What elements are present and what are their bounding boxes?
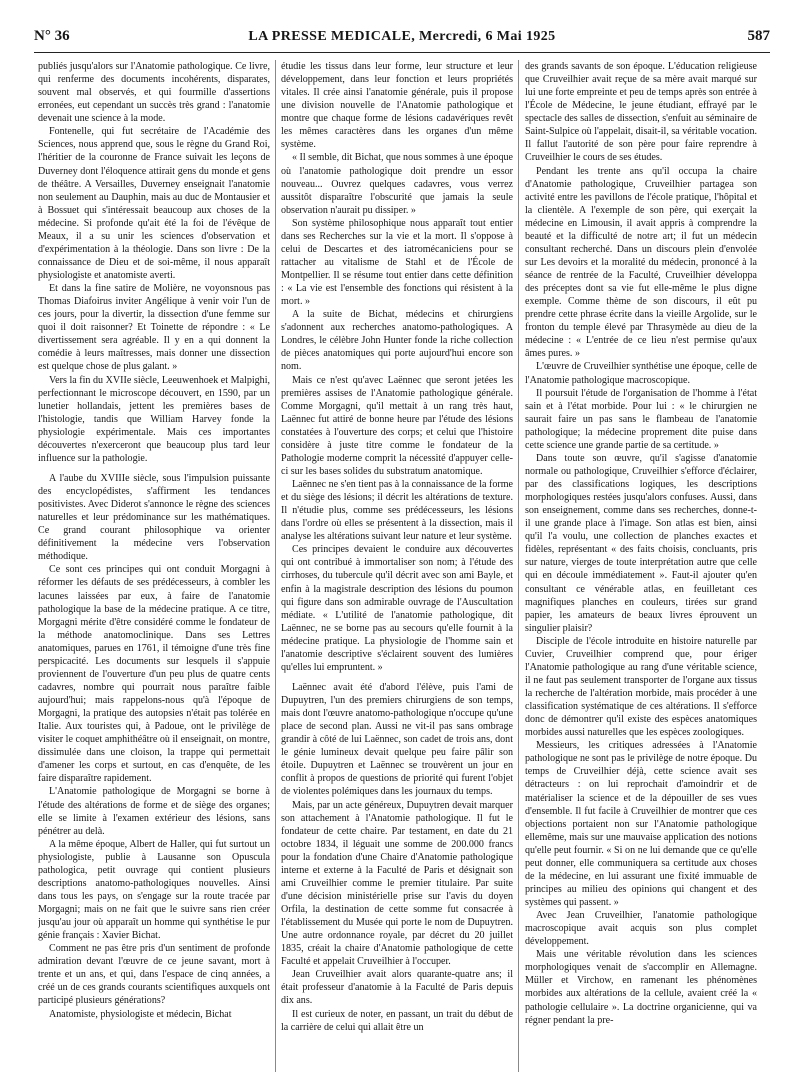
paragraph: étudie les tissus dans leur forme, leur structure et leur développement, dans leur fonction et leurs propriétés vitales. Il crée ainsi l'anatomie générale, puis il propose une division nouvelle de l'Anatomie pathologique et montre que chaque forme de lésions cadavériques revêt les mêmes caractères dans les organes d'un même système. bbox=[281, 61, 513, 151]
paragraph: Pendant les trente ans qu'il occupa la chaire d'Anatomie pathologique, Cruveilhier partagea son activité entre les pavillons de l'école pratique, l'hôpital et la clientèle. A l'exemple de son père, qui exerçait la médecine en Limousin, il avait appris à comprendre la beauté et la difficulté de notre art; il fut un médecin consultant recherché. Dans un discours plein d'envolée sur Les devoirs et la moralité du médecin, prononcé à la séance de rentrée de la Faculté, Cruveilhier développa des préceptes dont sa vie fut elle-même le plus digne exemple. Comme thème de son discours, il eût pu prendre cette phrase écrite dans la vieille Argolide, sur le fronton du temple élevé par Thrasymède au dieu de la médecine : « L'entrée de ce lieu n'est permise qu'aux âmes pures. » bbox=[525, 165, 757, 360]
paragraph: Et dans la fine satire de Molière, ne voyonsnous pas Thomas Diafoirus inviter Angélique à venir voir l'un de ces jours, pour la divertir, la dissection d'une femme sur quoi il doit raisonner? Et Toinette de répondre : « Le divertissement sera agréable. Il y en a qui donnent la comédie à leurs maîtresses, mais donner une dissection est quelque chose de plus galant. » bbox=[38, 283, 270, 373]
header-rule bbox=[34, 52, 770, 53]
paragraph: Laënnec ne s'en tient pas à la connaissance de la forme et du siège des lésions; il décrit les altérations de texture. Il n'étudie plus, comme ses prédécesseurs, les lésions dans l'ordre où elles se présentent à la dissection, mais il analyse les altérations suivant leur nature et leur système. bbox=[281, 479, 513, 543]
page-number: 587 bbox=[747, 28, 770, 44]
paragraph: Il poursuit l'étude de l'organisation de l'homme à l'état sain et à l'état morbide. Pour lui : « le chirurgien ne saurait faire un pas sans le flambeau de l'anatomie pathologique; la médecine proprement dite puise dans cette science une grande partie de sa certitude. » bbox=[525, 387, 757, 451]
paragraph: A l'aube du XVIIIe siècle, sous l'impulsion puissante des encyclopédistes, s'affirment les tendances positivistes. Avec Diderot s'annonce le règne des sciences naturelles et leur prédominance sur les mathématiques. Ce grand courant philosophique va orienter définitivement la médecine vers l'observation méthodique. bbox=[38, 472, 270, 563]
paragraph: Ce sont ces principes qui ont conduit Morgagni à réformer les défauts de ses prédécesseurs, à combler les lacunes laissées par eux, à faire de l'anatomie pathologique la base de la médecine pratique. A ce titre, Morgagni mérite d'être considéré comme le fondateur de la méthode anatomoclinique. Dans ses Lettres anatomiques, parues en 1761, il témoigne d'une très fine perspicacité. Les documents sur lesquels il s'appuie proviennent de l'ouverture d'un peu plus de quatre cents cadavres, nombre qui pourrait nous paraître faible aujourd'hui; mais rappelons-nous qu'à l'époque de Morgagni, la pratique des autopsies n'était pas tolérée en Italie. Aux touristes qui, à Padoue, ont le privilège de visiter le coquet amphithéâtre où il enseignait, on montre, dissimulée dans une cloison, la trappe qui permettait d'amener les corps et surtout, en cas d'enquête, de les faire disparaître rapidement. bbox=[38, 564, 270, 785]
paragraph: L'œuvre de Cruveilhier synthétise une époque, celle de l'Anatomie pathologique macroscopique. bbox=[525, 361, 757, 386]
issue-number: N° 36 bbox=[34, 28, 70, 44]
paragraph: Jean Cruveilhier avait alors quarante-quatre ans; il était professeur d'anatomie à la Faculté de Paris depuis dix ans. bbox=[281, 969, 513, 1007]
paragraph: Il est curieux de noter, en passant, un trait du début de la carrière de celui qui allait être un bbox=[281, 1008, 513, 1033]
text-column-1 bbox=[38, 60, 270, 1075]
column-divider bbox=[518, 60, 519, 1072]
paragraph: Fontenelle, qui fut secrétaire de l'Académie des Sciences, nous apprend que, sous le règne du Grand Roi, l'héritier de la couronne de France suivait les leçons de Duverney dont l'éloquence attirait gens du monde et gens de théâtre. A Versailles, Duverney enseignait l'anatomie non seulement au Dauphin, mais au duc de Montausier et à Bossuet qui s'intéressait beaucoup aux choses de la médecine. Si profonde qu'ait été la foi de l'évêque de Meaux, il a su unir les sciences d'observation et d'expérimentation à la théologie. Dans son livre : De la connaissance de Dieu et de soi-même, il nous apparaît physiologiste et anatomiste averti. bbox=[38, 126, 270, 281]
paragraph: Dans toute son œuvre, qu'il s'agisse d'anatomie normale ou pathologique, Cruveilhier s'efforce d'éclairer, par des classifications logiques, les descriptions morphologiques restées jusqu'alors confuses. Aussi, dans son enseignement, comme dans ses recherches, donne-t-il une grande place à l'image. Son atlas est bien, ainsi qu'il l'a voulu, une collection de planches exactes et fidèles, représentant « des faits choisis, concluants, pris sur nature, vierges de toute interprétation autre que celle qui en découle immédiatement ». Faut-il ajouter qu'en consultant ce vénérable atlas, en feuilletant ces magnifiques planches en couleurs, tirées sur grand papier, les amateurs de beaux livres éprouvent un singulier plaisir? bbox=[525, 452, 757, 634]
paragraph: Laënnec avait été d'abord l'élève, puis l'ami de Dupuytren, l'un des premiers chirurgiens de son temps, mais dont l'œuvre anatomo-pathologique n'occupe qu'une place de second plan. Aussi ne vit-il pas sans ombrage grandir à côté de lui Laënnec, son cadet de trois ans, dont le génie lumineux devait quelque peu faire pâlir son étoile. Dupuytren et Laënnec se trouvèrent un jour en conflit à propos de questions de priorité qui furent l'objet de violentes polémiques dans les journaux du temps. bbox=[281, 681, 513, 798]
paragraph: L'Anatomie pathologique de Morgagni se borne à l'étude des altérations de forme et de siège des organes; elle se limite à l'examen extérieur des lésions, sans pénétrer au delà. bbox=[38, 786, 270, 837]
paragraph: Avec Jean Cruveilhier, l'anatomie pathologique macroscopique avait acquis son plus complet développement. bbox=[525, 910, 757, 948]
paragraph: Comment ne pas être pris d'un sentiment de profonde admiration devant l'œuvre de ce jeune savant, mort à trente et un ans, et qui, dans l'espace de cinq années, a créé un de ces grands courants scientifiques auxquels ont participé plusieurs générations? bbox=[38, 943, 270, 1007]
text-column-3 bbox=[525, 60, 757, 1075]
paragraph: Anatomiste, physiologiste et médecin, Bichat bbox=[49, 1008, 232, 1020]
paragraph: Ces principes devaient le conduire aux découvertes qui ont contribué à immortaliser son nom; à l'étude des cirrhoses, du tubercule qu'il décrit avec son ami Bayle, et enfin à la magistrale description des lésions du poumon qui figure dans son admirable ouvrage de l'Auscultation médiate. « L'utilité de l'anatomie pathologique, dit Laënnec, ne se borne pas au secours qu'elle fournit à la médecine pratique. La physiologie de l'homme sain et l'anatomie descriptive s'éclairent souvent des lumières qu'elles lui empruntent. » bbox=[281, 544, 513, 673]
paragraph: Vers la fin du XVIIe siècle, Leeuwenhoek et Malpighi, perfectionnant le microscope découvert, en 1590, par un lunetier hollandais, jettent les premières bases de l'histologie, tandis que William Harvey fonde la physiologie expérimentale. Mais ces importantes découvertes n'exerceront que beaucoup plus tard leur influence sur la pathologie. bbox=[38, 374, 270, 464]
paragraph: Mais une véritable révolution dans les sciences morphologiques venait de s'accomplir en Allemagne. Müller et Virchow, en ramenant les phénomènes morbides aux altérations de la cellule, avaient créé la « pathologie cellulaire ». La doctrine organicienne, qui va régner pendant la pre- bbox=[525, 949, 757, 1026]
paragraph: A la suite de Bichat, médecins et chirurgiens s'adonnent aux recherches anatomo-pathologiques. A Londres, le célèbre John Hunter fonde la riche collection de pièces anatomiques qui porte aujourd'hui encore son nom. bbox=[281, 309, 513, 373]
paragraph: A la même époque, Albert de Haller, qui fut surtout un physiologiste, publie à Lausanne son Opuscula pathologica, petit ouvrage qui contient plusieurs descriptions anatomo-pathologiques nouvelles. Ainsi dans tous les pays, on s'engage sur la route tracée par Morgagni; mais on ne fait que le suivre sans rien créer jusqu'au jour où apparaît un homme qui synthétise le pur génie français : Xavier Bichat. bbox=[38, 838, 270, 942]
paragraph: « Il semble, dit Bichat, que nous sommes à une époque où l'anatomie pathologique doit prendre un essor nouveau... Ouvrez quelques cadavres, vous verrez aussitôt disparaître l'obscurité que jamais la seule observation n'aurait pu dissiper. » bbox=[281, 152, 513, 216]
paragraph: Son système philosophique nous apparaît tout entier dans ses Recherches sur la vie et la mort. Il s'oppose à celui de Descartes et des iatromécaniciens pour se rattacher au vitalisme de Stahl et de l'École de Montpellier. Il se résume tout entier dans cette définition : « La vie est l'ensemble des fonctions qui résistent à la mort. » bbox=[281, 217, 513, 308]
page-header bbox=[34, 28, 770, 50]
paragraph: Disciple de l'école introduite en histoire naturelle par Cuvier, Cruveilhier comprend que, pour ériger l'Anatomie pathologique au rang d'une véritable science, il ne faut pas seulement transporter de l'organe aux tissus la recherche de l'altération morbide, mais procéder à une classification systématique de ces altérations. Il s'efforce donc de démontrer qu'il existe des espèces anatomiques morbides aussi naturelles que les espèces zoologiques. bbox=[525, 635, 757, 739]
journal-title: LA PRESSE MEDICALE, Mercredi, 6 Mai 1925 bbox=[248, 29, 556, 44]
paragraph: des grands savants de son époque. L'éducation religieuse que Cruveilhier avait reçue de sa mère avait marqué sur lui une forte empreinte et peu de temps après son entrée à l'École de Médecine, le jeune étudiant, effrayé par le spectacle des salles de dissection, s'enfuit au séminaire de Saint-Sulpice où l'appelait, disait-il, sa véritable vocation. Il fallut l'autorité de son père pour faire reprendre à Cruveilhier le cours de ses études. bbox=[525, 61, 757, 164]
paragraph: Messieurs, les critiques adressées à l'Anatomie pathologique ne sont pas le privilège de notre époque. Du temps de Cruveilhier déjà, cette science avait ses détracteurs : on lui reprochait d'amoindrir et de matérialiser la science et de la dépouiller de ses vues d'ensemble. Il fut facile à Cruveilhier de montrer que ces objections portaient non sur l'Anatomie pathologique ellemême, mais sur une mauvaise application des notions qu'elle peut fournir. « Si on ne lui demande que ce qu'elle peut donner, elle communiquera sa certitude aux choses de la médecine, en lui assurant une fixité immuable de principes au milieu des opinions qui changent et des systèmes qui passent. » bbox=[525, 740, 757, 908]
column-divider bbox=[275, 60, 276, 1072]
paragraph: Mais, par un acte généreux, Dupuytren devait marquer son attachement à l'Anatomie pathologique. Il fut le fondateur de cette chaire. Par testament, en date du 21 octobre 1834, il léguait une somme de 200.000 francs pour la fondation d'une Chaire d'Anatomie pathologique interne et externe à la Faculté de Paris et désignait son ami Cruveilhier comme le premier titulaire. Par suite d'une décision ministérielle prise sur l'avis du doyen Orfila, la destination de cette somme fut consacrée à l'établissement du Musée qui porte le nom de Dupuytren. Une autre ordonnance royale, par décret du 20 juillet 1835, créait la chaire d'Anatomie pathologique de cette Faculté et appelait Cruveilhier à l'occuper. bbox=[281, 799, 513, 968]
paragraph: Mais ce n'est qu'avec Laënnec que seront jetées les premières assises de l'Anatomie pathologique générale. Comme Morgagni, qu'il mettait à un rang très haut, Laënnec fut attiré de bonne heure par l'étude des lésions constatées à l'ouverture des corps; et celui que l'histoire considère à juste titre comme le fondateur de la Pathologie moderne comprit la nécessité d'appuyer celle-ci sur les bases solides du substratum anatomique. bbox=[281, 374, 513, 477]
paragraph: publiés jusqu'alors sur l'Anatomie pathologique. Ce livre, qui renferme des documents incohérents, disparates, souvent mal observés, et qui fourmille d'assertions erronées, eut cependant un succès très grand : l'anatomie devenait une science à la mode. bbox=[38, 61, 270, 125]
text-column-2 bbox=[281, 60, 513, 1075]
